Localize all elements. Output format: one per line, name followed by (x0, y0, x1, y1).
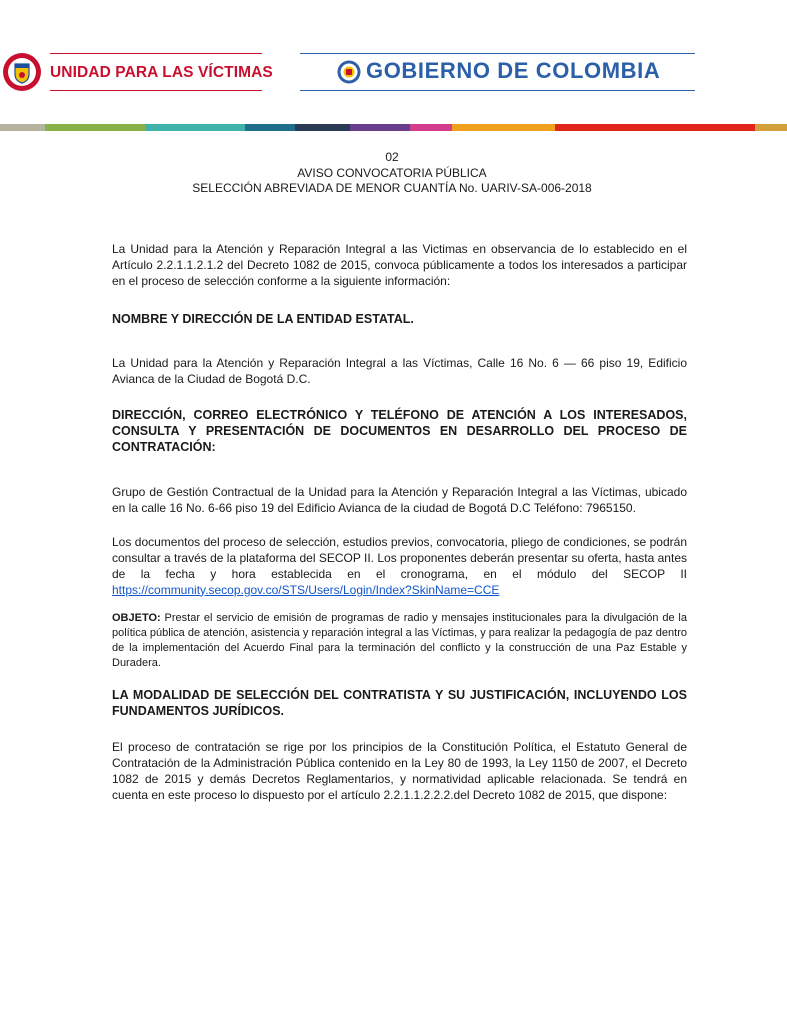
document-number: 02 (385, 150, 399, 164)
logo-rule-bottom (50, 90, 262, 91)
title-line-1: AVISO CONVOCATORIA PÚBLICA (297, 165, 487, 180)
stripe-segment (755, 124, 787, 131)
title-line-2: SELECCIÓN ABREVIADA DE MENOR CUANTÍA No. UARIV-SA-006-2018 (192, 181, 592, 195)
intro-paragraph: La Unidad para la Atención y Reparación Integral a las Victimas en observancia de lo establecido en el Artículo 2.2.1.1.2.1.2 del Decreto 1082 de 2015, convoca públicamente a todos los interesados a participar en el proceso de selección conforme a la siguiente información: (112, 241, 687, 288)
government-name: GOBIERNO DE COLOMBIA (366, 58, 661, 83)
document-title (172, 150, 612, 197)
section-heading-modality: LA MODALIDAD DE SELECCIÓN DEL CONTRATISTA Y SU JUSTIFICACIÓN, INCLUYENDO LOS FUNDAMENTOS JURÍDICOS. (112, 687, 687, 718)
stripe-segment (245, 124, 295, 131)
coat-of-arms-icon (2, 52, 42, 92)
contact-paragraph: Grupo de Gestión Contractual de la Unidad para la Atención y Reparación Integral a las Víctimas, ubicado en la calle 16 No. 6-66 piso 19 del Edificio Avianca de la ciudad de Bogotá D.C Teléfono: 7965150. (112, 484, 687, 515)
section-heading-contact: DIRECCIÓN, CORREO ELECTRÓNICO Y TELÉFONO DE ATENCIÓN A LOS INTERESADOS, CONSULTA Y PRESENTACIÓN DE DOCUMENTOS EN DESARROLLO DEL PROCESO DE CONTRATACIÓN: (112, 407, 687, 454)
objeto-text: Prestar el servicio de emisión de programas de radio y mensajes institucionales para la divulgación de la política pública de atención, asistencia y reparación integral a las Víctimas, y para realizar la pedagogía de paz dentro de la implementación del Acuerdo Final para la terminación del conflicto y la construcción de una Paz Estable y Duradera. (112, 611, 687, 669)
documents-text: Los documentos del proceso de selección, estudios previos, convocatoria, pliego de condiciones, se podrán consultar a través de la plataforma del SECOP II. Los proponentes deberán presentar su oferta, hasta antes de la fecha y hora establecida en el cronograma, en el módulo del SECOP II (112, 534, 687, 581)
gov-rule-bottom (300, 90, 695, 91)
stripe-segment (0, 124, 45, 131)
stripe-segment (145, 124, 245, 131)
gov-rule-top (300, 53, 695, 54)
color-stripe (0, 124, 787, 131)
stripe-segment (45, 124, 145, 131)
stripe-segment (452, 124, 555, 131)
government-seal-icon (337, 60, 361, 84)
objeto-label: OBJETO: (112, 611, 161, 624)
documents-paragraph (112, 534, 687, 598)
section-heading-entity: NOMBRE Y DIRECCIÓN DE LA ENTIDAD ESTATAL. (112, 311, 414, 326)
victims-unit-logo (0, 52, 273, 94)
government-logo (300, 52, 695, 94)
entity-address: La Unidad para la Atención y Reparación Integral a las Víctimas, Calle 16 No. 6 — 66 piso 19, Edificio Avianca de la Ciudad de Bogotá D.C. (112, 355, 687, 386)
stripe-segment (410, 124, 452, 131)
stripe-segment (555, 124, 755, 131)
stripe-segment (295, 124, 350, 131)
logo-rule-top (50, 53, 262, 54)
stripe-segment (350, 124, 410, 131)
modality-paragraph: El proceso de contratación se rige por los principios de la Constitución Política, el Estatuto General de Contratación de la Administración Pública contenido en la Ley 80 de 1993, la Ley 1150 de 2007, el Decreto 1082 de 2015 y demás Decretos Reglamentarios, y normatividad aplicable relacionada. Se tendrá en cuenta en este proceso lo dispuesto por el artículo 2.2.1.1.2.2.2.del Decreto 1082 de 2015, que dispone: (112, 739, 687, 802)
objeto-paragraph (112, 611, 687, 671)
page-header (0, 0, 787, 125)
document-body (112, 150, 687, 803)
secop-link[interactable]: https://community.secop.gov.co/STS/Users/Login/Index?SkinName=CCE (112, 582, 500, 597)
unit-name: UNIDAD PARA LAS VÍCTIMAS (50, 64, 273, 81)
